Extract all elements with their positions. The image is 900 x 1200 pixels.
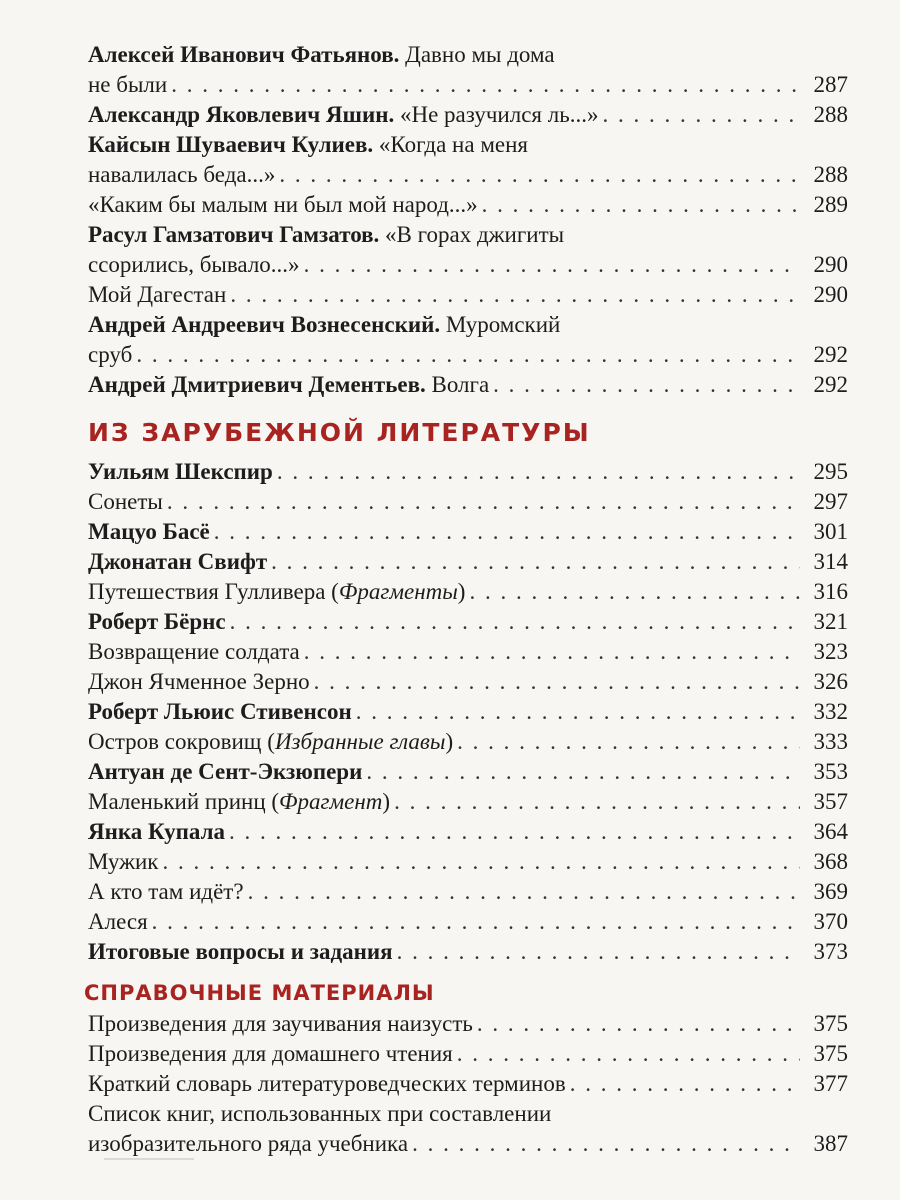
table-of-contents	[84, 40, 848, 1159]
entry-note: Фрагменты	[338, 579, 458, 604]
author-name	[88, 547, 267, 577]
entry-text: Возвращение солдата	[88, 639, 300, 664]
leader-dots	[493, 370, 800, 400]
author-name	[88, 937, 393, 967]
work-title: Муромский	[440, 312, 561, 337]
toc-entry	[88, 727, 848, 757]
leader-dots	[477, 1009, 800, 1039]
entry-text: Мацуо Басё	[88, 519, 210, 544]
leader-dots	[457, 1039, 800, 1069]
page-number: 321	[813, 609, 848, 634]
author-name: Алексей Иванович Фатьянов.	[88, 42, 400, 67]
toc-entry	[88, 280, 848, 310]
entry-text: Произведения для заучивания наизусть	[88, 1011, 473, 1036]
author-name: Андрей Андреевич Вознесенский.	[88, 312, 441, 337]
leader-dots	[277, 457, 800, 487]
leader-dots	[412, 1129, 800, 1159]
page-number: 288	[813, 162, 848, 187]
page-number: 387	[813, 1131, 848, 1156]
page-number: 290	[813, 252, 848, 277]
author-name: Расул Гамзатович Гамзатов.	[88, 222, 380, 247]
leader-dots	[271, 547, 800, 577]
toc-entry	[88, 1009, 848, 1039]
leader-dots	[214, 517, 800, 547]
leader-dots	[356, 697, 800, 727]
section-heading-foreign-literature: ИЗ ЗАРУБЕЖНОЙ ЛИТЕРАТУРЫ	[88, 418, 591, 447]
section-heading-reference-materials: СПРАВОЧНЫЕ МАТЕРИАЛЫ	[84, 981, 435, 1005]
work-title	[88, 577, 465, 607]
entry-text: А кто там идёт?	[88, 879, 244, 904]
toc-entry	[88, 487, 848, 517]
leader-dots	[171, 70, 800, 100]
work-title	[88, 1069, 566, 1099]
entry-text: Алеся	[88, 909, 148, 934]
page-number: 375	[813, 1011, 848, 1036]
toc-entry	[88, 877, 848, 907]
entry-text: Путешествия Гулливера (	[88, 579, 339, 604]
toc-entry	[88, 457, 848, 487]
toc-entry	[88, 547, 848, 577]
work-title	[88, 487, 163, 517]
leader-dots	[570, 1069, 800, 1099]
work-title	[88, 1129, 408, 1159]
leader-dots	[152, 907, 800, 937]
toc-entry	[88, 937, 848, 967]
work-title: «Не разучился ль...»	[394, 102, 599, 127]
leader-dots	[397, 937, 800, 967]
author-name: Андрей Дмитриевич Дементьев.	[88, 372, 426, 397]
page-number: 332	[813, 699, 848, 724]
entry-text: Мужик	[88, 849, 159, 874]
author-name: Кайсын Шуваевич Кулиев.	[88, 132, 374, 157]
work-title	[88, 667, 310, 697]
toc-entry	[88, 220, 848, 280]
entry-text: Антуан де Сент-Экзюпери	[88, 759, 363, 784]
work-title: «Каким бы малым ни был мой народ...»	[88, 192, 478, 217]
work-title: ссорились, бывало...»	[88, 252, 300, 277]
entry-text-tail: )	[382, 789, 391, 814]
author-name: Александр Яковлевич Яшин.	[88, 102, 395, 127]
entry-text: Уильям Шекспир	[88, 459, 273, 484]
toc-top-block	[88, 40, 848, 400]
leader-dots	[162, 847, 800, 877]
work-title: Мой Дагестан	[88, 282, 227, 307]
reference-materials-list	[88, 1009, 848, 1159]
work-title	[88, 877, 244, 907]
author-name	[88, 757, 362, 787]
entry-text-tail: )	[457, 579, 466, 604]
toc-entry	[88, 907, 848, 937]
page-number: 333	[813, 729, 848, 754]
entry-text: Краткий словарь литературоведческих терминов	[88, 1071, 566, 1096]
page-number: 353	[813, 759, 848, 784]
page-number: 292	[813, 342, 848, 367]
page-number: 316	[813, 579, 848, 604]
entry-text: Маленький принц (	[88, 789, 280, 814]
work-title: «В горах джигиты	[379, 222, 565, 247]
toc-entry	[88, 667, 848, 697]
page-number: 295	[813, 459, 848, 484]
entry-text: Джон Ячменное Зерно	[88, 669, 310, 694]
page-number: 375	[813, 1041, 848, 1066]
toc-entry	[88, 517, 848, 547]
entry-text: Сонеты	[88, 489, 163, 514]
page-number: 373	[813, 939, 848, 964]
page-number: 314	[813, 549, 848, 574]
leader-dots	[304, 250, 800, 280]
leader-dots	[248, 877, 800, 907]
author-name	[88, 457, 273, 487]
toc-entry	[88, 1069, 848, 1099]
leader-dots	[602, 100, 800, 130]
page-edge-mark	[104, 1158, 194, 1170]
entry-note: Фрагмент	[279, 789, 383, 814]
leader-dots	[366, 757, 800, 787]
page-number: 288	[813, 102, 848, 127]
entry-note: Избранные главы	[274, 729, 446, 754]
work-title	[88, 1009, 473, 1039]
toc-entry	[88, 577, 848, 607]
toc-entry	[88, 190, 848, 220]
entry-text-first-line: Список книг, использованных при составлении	[88, 1101, 552, 1126]
toc-entry	[88, 817, 848, 847]
leader-dots	[279, 160, 800, 190]
entry-text-tail: )	[445, 729, 454, 754]
work-title	[88, 907, 148, 937]
entry-text: Джонатан Свифт	[88, 549, 268, 574]
toc-entry	[88, 787, 848, 817]
author-name	[88, 517, 210, 547]
work-title: сруб	[88, 342, 133, 367]
toc-entry	[88, 847, 848, 877]
entry-text: изобразительного ряда учебника	[88, 1131, 409, 1156]
leader-dots	[230, 280, 800, 310]
page-number: 368	[813, 849, 848, 874]
leader-dots	[394, 787, 800, 817]
toc-entry	[88, 607, 848, 637]
work-title	[88, 1039, 453, 1069]
leader-dots	[229, 817, 800, 847]
page-number: 289	[813, 192, 848, 217]
toc-entry	[88, 757, 848, 787]
work-title	[88, 727, 453, 757]
toc-entry	[88, 100, 848, 130]
toc-entry	[88, 697, 848, 727]
work-title	[88, 847, 158, 877]
leader-dots	[304, 637, 800, 667]
toc-entry	[88, 40, 848, 100]
leader-dots	[136, 340, 800, 370]
page-number: 301	[813, 519, 848, 544]
entry-text: Произведения для домашнего чтения	[88, 1041, 453, 1066]
author-name	[88, 817, 225, 847]
toc-entry	[88, 1039, 848, 1069]
page-number: 377	[813, 1071, 848, 1096]
page-number: 292	[813, 372, 848, 397]
entry-text: Итоговые вопросы и задания	[88, 939, 393, 964]
leader-dots	[469, 577, 800, 607]
toc-entry	[88, 130, 848, 190]
toc-entry	[88, 370, 848, 400]
page-number: 290	[813, 282, 848, 307]
page-number: 369	[813, 879, 848, 904]
leader-dots	[457, 727, 800, 757]
page-number: 357	[813, 789, 848, 814]
author-name	[88, 607, 226, 637]
page-number: 323	[813, 639, 848, 664]
entry-text: Роберт Льюис Стивенсон	[88, 699, 352, 724]
page-number: 364	[813, 819, 848, 844]
leader-dots	[314, 667, 800, 697]
toc-entry	[88, 1129, 848, 1159]
leader-dots	[167, 487, 800, 517]
entry-text: Янка Купала	[88, 819, 225, 844]
author-name	[88, 697, 352, 727]
toc-entry	[88, 310, 848, 370]
toc-entry	[88, 637, 848, 667]
page-number: 326	[813, 669, 848, 694]
leader-dots	[482, 190, 800, 220]
work-title: навалилась беда...»	[88, 162, 276, 187]
work-title	[88, 787, 390, 817]
page-number: 370	[813, 909, 848, 934]
page-number: 297	[813, 489, 848, 514]
work-title: не были	[88, 72, 168, 97]
work-title: Давно мы дома	[399, 42, 555, 67]
work-title: Волга	[425, 372, 490, 397]
work-title	[88, 637, 300, 667]
page-number: 287	[813, 72, 848, 97]
entry-text: Остров сокровищ (	[88, 729, 275, 754]
foreign-literature-list	[88, 457, 848, 967]
work-title: «Когда на меня	[373, 132, 528, 157]
leader-dots	[230, 607, 800, 637]
entry-text: Роберт Бёрнс	[88, 609, 226, 634]
